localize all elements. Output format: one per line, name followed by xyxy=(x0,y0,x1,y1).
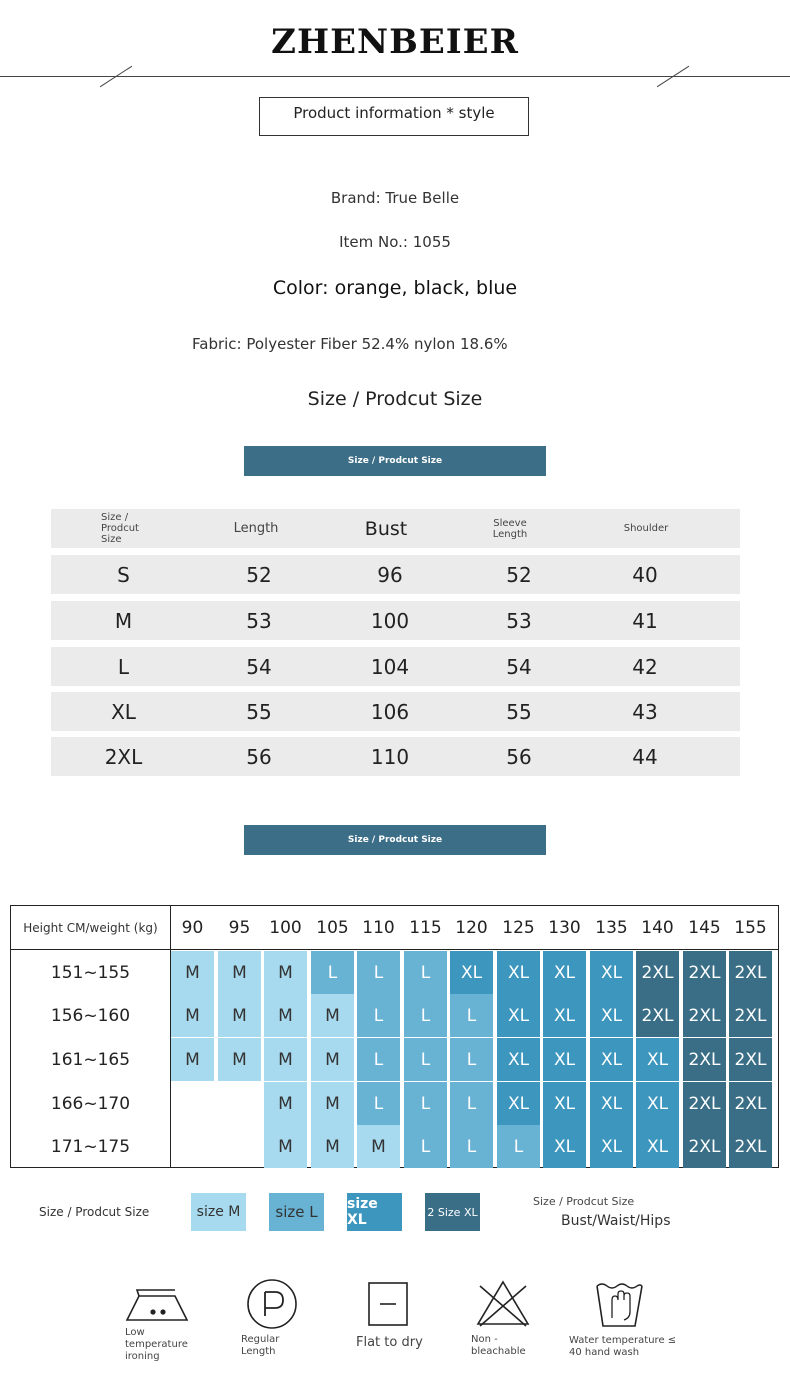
size-bar-1: Size / Prodcut Size xyxy=(244,446,546,476)
matrix-size-cell: 2XL xyxy=(683,1125,726,1168)
matrix-size-cell: M xyxy=(264,1038,307,1081)
matrix-size-cell: L xyxy=(311,951,354,994)
matrix-size-cell: L xyxy=(450,1125,493,1168)
size-row xyxy=(51,647,740,686)
matrix-size-cell: 2XL xyxy=(729,1038,772,1081)
col-size: Size / Prodcut Size xyxy=(101,512,139,545)
legend-size-2xl: 2 Size XL xyxy=(425,1193,480,1231)
matrix-size-cell: M xyxy=(218,1038,261,1081)
sleeve-cell: 52 xyxy=(506,562,532,587)
bust-cell: 100 xyxy=(370,608,410,633)
length-cell: 52 xyxy=(246,562,272,587)
matrix-size-cell: XL xyxy=(590,951,633,994)
matrix-size-cell: L xyxy=(357,994,400,1037)
size-cell: XL xyxy=(111,699,136,724)
matrix-size-cell: M xyxy=(171,951,214,994)
length-cell: 55 xyxy=(246,699,272,724)
item-number: Item No.: 1055 xyxy=(339,233,451,251)
regular-icon xyxy=(246,1278,298,1330)
matrix-weight-header: 110 xyxy=(362,917,395,938)
matrix-size-cell: XL xyxy=(590,994,633,1037)
legend-size-xl: size XL xyxy=(347,1193,402,1231)
matrix-size-cell: XL xyxy=(590,1082,633,1125)
col-shoulder: Shoulder xyxy=(623,523,669,534)
sleeve-cell: 54 xyxy=(506,654,532,679)
matrix-size-cell: M xyxy=(264,994,307,1037)
size-row xyxy=(51,737,740,776)
matrix-size-cell: XL xyxy=(636,1082,679,1125)
size-table-header xyxy=(51,509,740,548)
shoulder-cell: 44 xyxy=(632,744,658,769)
matrix-size-cell: M xyxy=(264,1082,307,1125)
bust-cell: 96 xyxy=(377,562,403,587)
matrix-size-cell: L xyxy=(450,994,493,1037)
matrix-size-cell: M xyxy=(171,1038,214,1081)
regular-label: Regular Length xyxy=(241,1334,280,1357)
matrix-size-cell: XL xyxy=(543,1125,586,1168)
hand-wash-label: Water temperature ≤ 40 hand wash xyxy=(569,1335,677,1358)
shoulder-cell: 40 xyxy=(632,562,658,587)
shoulder-cell: 41 xyxy=(632,608,658,633)
matrix-size-cell: L xyxy=(497,1125,540,1168)
matrix-size-cell: L xyxy=(357,1038,400,1081)
matrix-size-cell: L xyxy=(357,951,400,994)
matrix-size-cell: XL xyxy=(497,994,540,1037)
legend-size-l: size L xyxy=(269,1193,324,1231)
sleeve-cell: 55 xyxy=(506,699,532,724)
matrix-height-label: 166~170 xyxy=(50,1093,131,1114)
matrix-size-cell: L xyxy=(450,1082,493,1125)
matrix-size-cell: L xyxy=(357,1082,400,1125)
size-row xyxy=(51,555,740,594)
matrix-weight-header: 145 xyxy=(688,917,721,938)
matrix-size-cell: XL xyxy=(590,1038,633,1081)
matrix-size-cell: M xyxy=(311,1038,354,1081)
size-row xyxy=(51,692,740,731)
matrix-weight-header: 115 xyxy=(409,917,442,938)
matrix-weight-header: 90 xyxy=(181,917,204,938)
matrix-size-cell: M xyxy=(311,994,354,1037)
bust-cell: 106 xyxy=(370,699,410,724)
matrix-weight-header: 140 xyxy=(641,917,674,938)
hand-wash-icon xyxy=(594,1278,644,1330)
flat-dry-icon xyxy=(368,1282,408,1326)
legend-size-m: size M xyxy=(191,1193,246,1231)
matrix-corner: Height CM/weight (kg) xyxy=(23,920,158,935)
matrix-size-cell: XL xyxy=(450,951,493,994)
color-line: Color: orange, black, blue xyxy=(272,277,518,299)
matrix-size-cell: L xyxy=(404,951,447,994)
matrix-size-cell: 2XL xyxy=(729,951,772,994)
matrix-size-cell: L xyxy=(450,1038,493,1081)
matrix-size-cell: M xyxy=(218,951,261,994)
col-bust: Bust xyxy=(364,517,408,540)
iron-label: Low temperature ironing xyxy=(125,1327,188,1362)
col-sleeve: Sleeve Length xyxy=(492,517,528,540)
sleeve-cell: 56 xyxy=(506,744,532,769)
matrix-size-cell: XL xyxy=(590,1125,633,1168)
matrix-weight-header: 100 xyxy=(269,917,302,938)
matrix-size-cell: 2XL xyxy=(683,1082,726,1125)
size-cell: 2XL xyxy=(104,744,143,769)
matrix-height-label: 171~175 xyxy=(50,1136,131,1157)
matrix-size-cell: XL xyxy=(636,1125,679,1168)
matrix-size-cell: 2XL xyxy=(683,994,726,1037)
matrix-size-cell: L xyxy=(404,1082,447,1125)
length-cell: 54 xyxy=(246,654,272,679)
bust-cell: 104 xyxy=(370,654,410,679)
height-weight-matrix xyxy=(10,905,779,1168)
matrix-size-cell: L xyxy=(404,1125,447,1168)
size-bar-2: Size / Prodcut Size xyxy=(244,825,546,855)
bust-cell: 110 xyxy=(370,744,410,769)
size-cell: M xyxy=(114,608,133,633)
length-cell: 53 xyxy=(246,608,272,633)
no-bleach-label: Non -bleachable xyxy=(471,1334,526,1357)
matrix-size-cell: 2XL xyxy=(729,1125,772,1168)
legend-note-big: Bust/Waist/Hips xyxy=(561,1213,671,1229)
matrix-weight-header: 120 xyxy=(455,917,488,938)
matrix-size-cell: 2XL xyxy=(683,1038,726,1081)
matrix-height-label: 151~155 xyxy=(50,962,131,983)
matrix-weight-header: 155 xyxy=(734,917,767,938)
matrix-size-cell: 2XL xyxy=(683,951,726,994)
matrix-weight-header: 130 xyxy=(548,917,581,938)
legend-title: Size / Prodcut Size xyxy=(39,1205,150,1219)
matrix-size-cell: M xyxy=(264,1125,307,1168)
matrix-size-cell: M xyxy=(357,1125,400,1168)
brand-logo: ZHENBEIER xyxy=(271,22,519,62)
fabric-line: Fabric: Polyester Fiber 52.4% nylon 18.6% xyxy=(192,335,508,353)
matrix-size-cell: M xyxy=(218,994,261,1037)
matrix-height-label: 161~165 xyxy=(50,1049,131,1070)
matrix-size-cell: XL xyxy=(543,951,586,994)
length-cell: 56 xyxy=(246,744,272,769)
shoulder-cell: 43 xyxy=(632,699,658,724)
shoulder-cell: 42 xyxy=(632,654,658,679)
matrix-size-cell: M xyxy=(311,1082,354,1125)
matrix-size-cell: XL xyxy=(543,1082,586,1125)
brand-line: Brand: True Belle xyxy=(330,189,460,207)
matrix-size-cell: L xyxy=(404,994,447,1037)
matrix-weight-header: 135 xyxy=(595,917,628,938)
col-length: Length xyxy=(233,521,279,536)
matrix-weight-header: 125 xyxy=(502,917,535,938)
legend-note-small: Size / Prodcut Size xyxy=(533,1195,635,1208)
size-cell: L xyxy=(117,654,130,679)
no-bleach-icon xyxy=(474,1278,532,1328)
matrix-size-cell: L xyxy=(404,1038,447,1081)
sleeve-cell: 53 xyxy=(506,608,532,633)
matrix-size-cell: 2XL xyxy=(636,951,679,994)
matrix-size-cell: XL xyxy=(497,951,540,994)
matrix-size-cell: XL xyxy=(497,1082,540,1125)
matrix-size-cell: 2XL xyxy=(729,1082,772,1125)
matrix-size-cell: M xyxy=(311,1125,354,1168)
matrix-height-label: 156~160 xyxy=(50,1005,131,1026)
matrix-weight-header: 95 xyxy=(228,917,251,938)
matrix-weight-header: 105 xyxy=(316,917,349,938)
size-cell: S xyxy=(117,562,130,587)
matrix-size-cell: XL xyxy=(636,1038,679,1081)
size-heading: Size / Prodcut Size xyxy=(307,388,483,410)
matrix-size-cell: XL xyxy=(543,1038,586,1081)
matrix-size-cell: M xyxy=(171,994,214,1037)
matrix-hdivider xyxy=(11,949,778,950)
matrix-size-cell: 2XL xyxy=(729,994,772,1037)
size-row xyxy=(51,601,740,640)
matrix-size-cell: 2XL xyxy=(636,994,679,1037)
iron-icon xyxy=(125,1278,191,1326)
matrix-size-cell: XL xyxy=(543,994,586,1037)
product-info-title: Product information * style xyxy=(259,97,529,136)
matrix-size-cell: XL xyxy=(497,1038,540,1081)
flat-dry-label: Flat to dry xyxy=(356,1335,423,1350)
matrix-size-cell: M xyxy=(264,951,307,994)
